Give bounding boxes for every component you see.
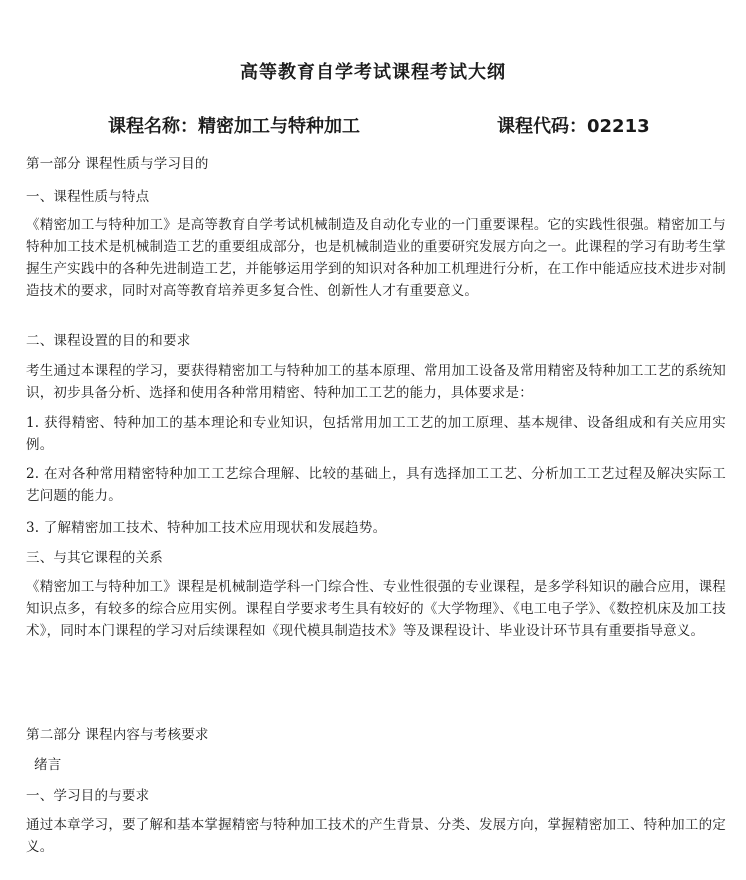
course-name: 课程名称：精密加工与特种加工 — [108, 116, 360, 137]
part1-section1-paragraph: 《精密加工与特种加工》是高等教育自学考试机械制造及自动化专业的一门重要课程。它的实践性很强。精密加工与特种加工技术是机械制造工艺的重要组成部分，也是机械制造业的重要研究发展方向之一。此课程的学习有助考生掌握生产实践中的各种先进制造工艺，并能够运用学到的知识对各种加工机理进行分析，在工作中能适应技术进步对制造技术的要求，同时对高等教育培养更多复合性、创新性人才有重要意义。 — [26, 217, 726, 299]
course-code: 课程代码：02213 — [497, 116, 650, 137]
part1-section1-heading: 一、课程性质与特点 — [26, 189, 150, 205]
requirement-item-1: 1. 获得精密、特种加工的基本理论和专业知识，包括常用加工工艺的加工原理、基本规律、设备组成和有关应用实例。 — [26, 415, 726, 453]
part2-intro-heading: 绪言 — [34, 757, 62, 773]
part1-section3-paragraph: 《精密加工与特种加工》课程是机械制造学科一门综合性、专业性很强的专业课程，是多学科知识的融合应用，课程知识点多，有较多的综合应用实例。课程自学要求考生具有较好的《大学物理》、《电工电子学》、《数控机床及加工技术》，同时本门课程的学习对后续课程如《现代模具制造技术》等及课程设计、毕业设计环节具有重要指导意义。 — [26, 579, 726, 639]
part2-heading: 第二部分 课程内容与考核要求 — [26, 727, 209, 743]
requirement-item-2: 2. 在对各种常用精密特种加工工艺综合理解、比较的基础上，具有选择加工工艺、分析加工工艺过程及解决实际工艺问题的能力。 — [26, 466, 726, 504]
part2-section1-paragraph: 通过本章学习，要了解和基本掌握精密与特种加工技术的产生背景、分类、发展方向，掌握精密加工、特种加工的定义。 — [26, 817, 726, 855]
requirement-item-3: 3. 了解精密加工技术、特种加工技术应用现状和发展趋势。 — [26, 520, 387, 536]
part1-section2-paragraph: 考生通过本课程的学习，要获得精密加工与特种加工的基本原理、常用加工设备及常用精密及特种加工工艺的系统知识，初步具备分析、选择和使用各种常用精密、特种加工工艺的能力，具体要求是： — [26, 363, 726, 401]
part1-heading: 第一部分 课程性质与学习目的 — [26, 156, 209, 172]
part1-section2-heading: 二、课程设置的目的和要求 — [26, 333, 191, 349]
document-title: 高等教育自学考试课程考试大纲 — [240, 62, 506, 83]
part1-section3-heading: 三、与其它课程的关系 — [26, 550, 163, 566]
part2-section1-heading: 一、学习目的与要求 — [26, 788, 150, 804]
